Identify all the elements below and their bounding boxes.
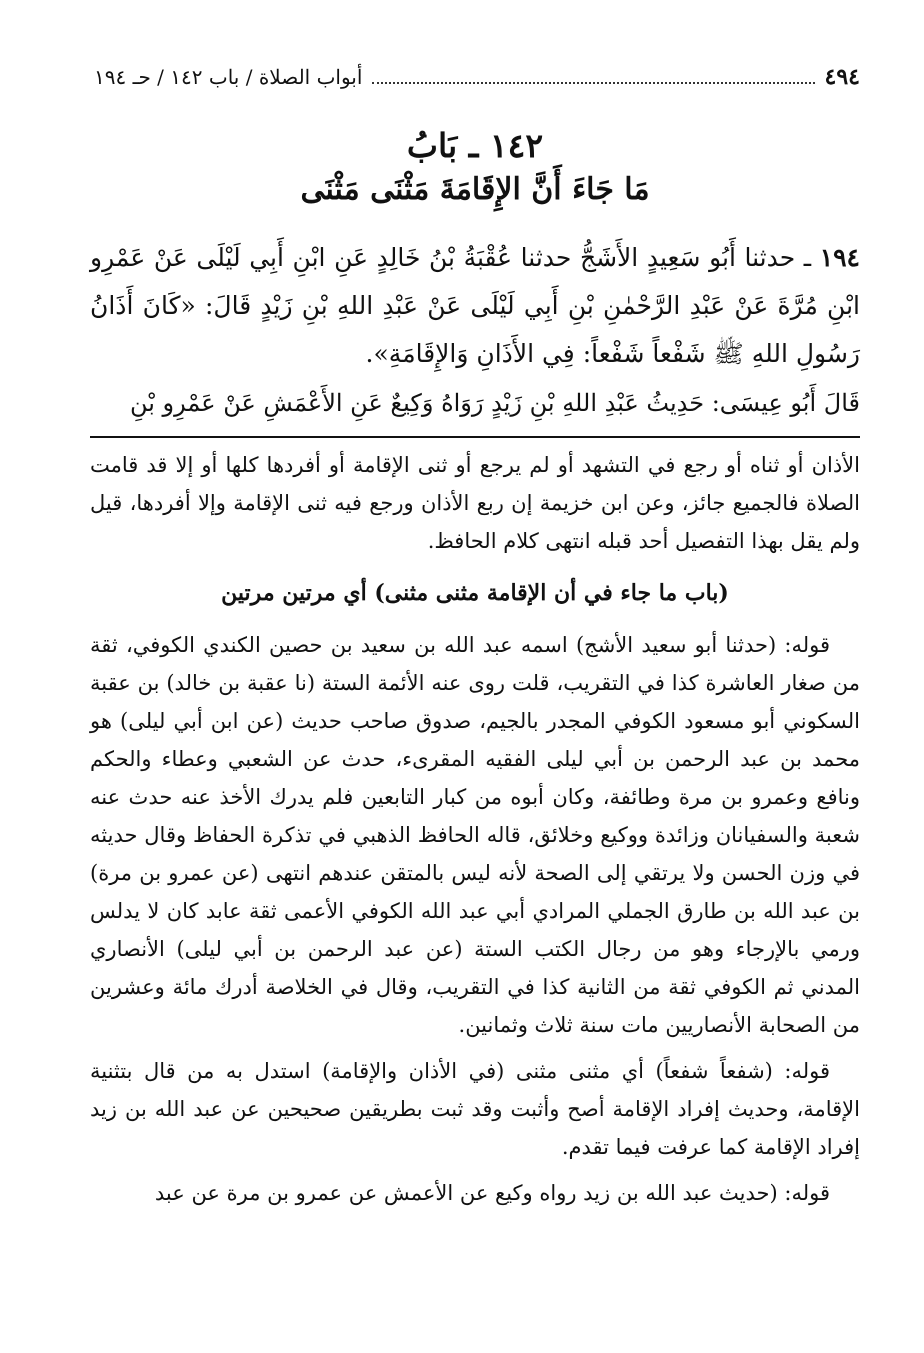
commentary-subheading: (باب ما جاء في أن الإقامة مثنى مثنى) أي مرتين مرتين [221, 580, 729, 606]
commentary-section [90, 446, 860, 1212]
commentary-paragraph-1: قوله: (حدثنا أبو سعيد الأشج) اسمه عبد الله بن سعيد بن حصين الكندي الكوفي، ثقة من صغار العاشرة كذا في التقريب، قلت روى عنه الأئمة الستة (نا عقبة بن خالد) بن عقبة السكوني أبو مسعود الكوفي المجدر بالجيم، صدوق صاحب حديث (عن ابن أبي ليلى) هو محمد بن عبد الرحمن بن أبي ليلى الفقيه المقرىء، حدث عن الشعبي وعطاء والحكم ونافع وعمرو بن مرة وطائفة، وكان أبوه من كبار التابعين فلم يدرك الأخذ عنه حدث عنه شعبة والسفيانان وزائدة ووكيع وخلائق، قاله الحافظ الذهبي في تذكرة الحفاظ وقال حديثه في وزن الحسن ولا يرتقي إلى الصحة لأنه ليس بالمتقن عندهم انتهى (عن عمرو بن مرة) بن عبد الله بن طارق الجملي المرادي أبي عبد الله الكوفي الأعمى ثقة عابد كان لا يدلس ورمي بالإرجاء وهو من رجال الكتب الستة (عن عبد الرحمن بن أبي ليلى) الأنصاري المدني ثم الكوفي ثقة من الثانية كذا في التقريب، وقال في الخلاصة أدرك مائة وعشرين من الصحابة الأنصاريين مات سنة ثلاث وثمانين. [90, 633, 860, 1037]
chapter-heading [90, 124, 860, 212]
abu-isa-comment: قَالَ أَبُو عِيسَى: حَدِيثُ عَبْدِ اللهِ بْنِ زَيْدٍ رَوَاهُ وَكِيعٌ عَنِ الأَعْمَشِ عَنْ عَمْرِو بْنِ [129, 389, 860, 417]
running-title: أبواب الصلاة / باب ١٤٢ / حـ ١٩٤ [94, 65, 363, 89]
hadith-body: ـ حدثنا أَبُو سَعِيدٍ الأَشَجُّ حدثنا عُقْبَةُ بْنُ خَالِدٍ عَنِ ابْنِ أَبِي لَيْلَى عَنْ عَمْرِو ابْنِ مُرَّةَ عَنْ عَبْدِ الرَّحْمٰنِ بْنِ أَبِي لَيْلَى عَنْ عَبْدِ اللهِ بْنِ زَيْدٍ قَالَ: «كَانَ أَذَانُ رَسُولِ اللهِ ﷺ شَفْعاً شَفْعاً: فِي الأَذَانِ وَالإِقَامَةِ». [90, 243, 860, 368]
page-number: ٤٩٤ [824, 64, 860, 90]
hadith-text [90, 234, 860, 378]
header-dotted-leader [372, 82, 814, 84]
commentary-intro: الأذان أو ثناه أو رجع في التشهد أو لم يرجع أو ثنى الإقامة أو أفردها كلها أو إلا قد قامت الصلاة فالجميع جائز، وعن ابن خزيمة إن ربع الأذان ورجع فيه ثنى الإقامة وإلا أفردها، قيل ولم يقل بهذا التفصيل أحد قبله انتهى كلام الحافظ. [90, 453, 860, 553]
hadith-number: ١٩٤ [819, 243, 860, 272]
commentary-paragraph-3: قوله: (حديث عبد الله بن زيد رواه وكيع عن الأعمش عن عمرو بن مرة عن عبد [154, 1181, 830, 1205]
book-page [90, 60, 860, 1220]
footnote-divider [90, 436, 860, 438]
page-header [90, 60, 860, 94]
chapter-title: مَا جَاءَ أَنَّ الإِقَامَةَ مَثْنَى مَثْنَى [300, 172, 650, 207]
chapter-number: ١٤٢ ـ بَابُ [406, 126, 544, 165]
commentary-paragraph-2: قوله: (شفعاً شفعاً) أي مثنى مثنى (في الأذان والإقامة) استدل به من قال بتثنية الإقامة، وحديث إفراد الإقامة أصح وأثبت وقد ثبت بطريقين صحيحين عن عبد الله بن زيد إفراد الإقامة كما عرفت فيما تقدم. [90, 1059, 860, 1159]
